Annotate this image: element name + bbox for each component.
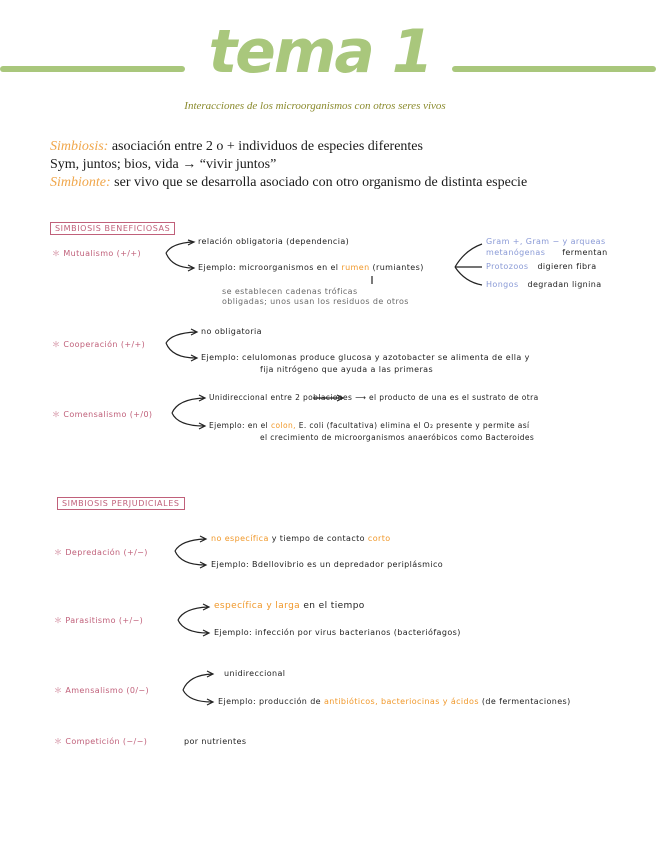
ejemplo-label: Ejemplo: [211,560,250,569]
page-subtitle: Interacciones de los microorganismos con otros seres vivos [184,100,446,112]
arrow-comensalismo-ej [172,413,204,426]
mutualismo-note-line1: se establecen cadenas tróficas [222,287,358,296]
comensalismo-label-text: Comensalismo (+/0) [63,410,153,419]
ejemplo-label: Ejemplo: [209,421,245,430]
comensalismo-ej-post: E. coli (facultativa) elimina el O₂ presente y permite así [298,421,530,430]
protozoos-text: Protozoos [486,262,529,271]
mutualismo-ejemplo [198,263,424,272]
arrow-depredacion-top [175,539,205,551]
no-especifica-text: no específica [211,534,269,543]
arrow-cooperacion-top [166,332,196,343]
cooperacion-ej-line1: celulomonas produce glucosa y azotobacter se alimenta de ella y [242,353,530,362]
rumen-hongos [486,280,602,289]
page-title: tema 1 [208,17,432,87]
parasitismo-ej-text: infección por virus bacterianos (bacteriófagos) [255,628,461,637]
depredacion-label-text: Depredación (+/−) [65,548,148,557]
depredacion-ejemplo [211,560,443,569]
comensalismo-ejemplo [209,421,530,430]
arrow-rumen-gram [455,244,482,267]
simbionte-definition: ser vivo que se desarrolla asociado con otro organismo de distinta especie [110,175,528,190]
title-line-left [0,66,185,72]
mutualismo-label-text: Mutualismo (+/+) [63,249,142,258]
parasitismo-top [214,601,365,611]
arrow-mutualismo-ej [166,253,193,268]
arrow-amensalismo-ej [183,690,212,702]
rumen-protozoos [486,262,597,271]
heading-simbiosis-perjudiciales: SIMBIOSIS PERJUDICIALES [57,497,185,510]
mutualismo-ej-text: microorganismos en el [239,263,339,272]
label-depredacion [54,547,148,558]
cooperacion-ejemplo [201,353,530,362]
competicion-text: por nutrientes [184,737,247,746]
simbiosis-term: Simbiosis: [50,139,109,154]
comensalismo-ej-colon: colon, [270,421,296,430]
arrow-cooperacion-ej [166,343,196,358]
fermentaciones-text: (de fermentaciones) [481,697,571,706]
rumen-gram-line2 [486,248,608,257]
arrow-parasitismo-top [178,607,208,620]
cooperacion-ej-line2: fija nitrógeno que ayuda a las primeras [260,365,434,374]
heading-simbiosis-beneficiosas: SIMBIOSIS BENEFICIOSAS [50,222,175,235]
rumen-gram [486,237,606,246]
ejemplo-label: Ejemplo: [201,353,240,362]
comensalismo-top: Unidireccional entre 2 poblaciones ⟶ el producto de una es el sustrato de otra [209,393,539,402]
especifica-larga-text: específica y larga [214,601,301,611]
amensalismo-ejemplo [218,697,571,706]
fermentan-text: fermentan [562,248,608,257]
arrow-mutualismo-top [166,242,193,253]
arrow-comensalismo-top [172,398,204,413]
metanogenas-text: metanógenas [486,248,546,257]
mutualismo-top: relación obligatoria (dependencia) [198,237,350,246]
bullet-asterisk-icon: ＊ [54,616,66,625]
mutualismo-note-line2: obligadas; unos usan los residuos de otros [222,297,409,306]
ejemplo-label: Ejemplo: [214,628,253,637]
label-mutualismo [52,248,141,259]
title-line-right [452,66,656,72]
intro-line-simbiosis [50,139,423,155]
bullet-asterisk-icon: ＊ [52,340,64,349]
label-comensalismo [52,409,152,420]
parasitismo-ejemplo [214,628,461,637]
hongos-text: Hongos [486,280,519,289]
mutualismo-ej-rumen: rumen [341,263,370,272]
arrow-parasitismo-ej [178,620,208,633]
depredacion-ej-text: Bdellovibrio es un depredador periplásmico [252,560,444,569]
amensalismo-top: unidireccional [224,669,286,678]
antibioticos-text: antibióticos, bacteriocinas y ácidos [323,697,479,706]
mutualismo-ej-rumiantes: (rumiantes) [372,263,424,272]
digieren-fibra-text: digieren fibra [537,262,597,271]
degradan-lignina-text: degradan lignina [527,280,602,289]
label-amensalismo [54,685,149,696]
comensalismo-ej-pre: en el [247,421,269,430]
tiempo-contacto-text: y tiempo de contacto [271,534,365,543]
intro-line-simbionte [50,175,527,191]
competicion-label-text: Competición (−/−) [65,737,148,746]
en-el-tiempo-text: en el tiempo [303,601,365,611]
gram-text: Gram +, Gram − y arqueas [486,237,606,246]
bullet-asterisk-icon: ＊ [52,249,64,258]
depredacion-top [211,534,391,543]
amensalismo-ej-pre: producción de [259,697,322,706]
corto-text: corto [367,534,391,543]
parasitismo-label-text: Parasitismo (+/−) [65,616,144,625]
ejemplo-label: Ejemplo: [198,263,237,272]
intro-line-etimologia: Sym, juntos; bios, vida → “vivir juntos” [50,157,277,172]
cooperacion-top: no obligatoria [201,327,262,336]
cooperacion-label-text: Cooperación (+/+) [63,340,146,349]
arrow-depredacion-ej [175,551,205,565]
label-parasitismo [54,615,143,626]
bullet-asterisk-icon: ＊ [52,410,64,419]
ejemplo-label: Ejemplo: [218,697,257,706]
bullet-asterisk-icon: ＊ [54,548,66,557]
simbiosis-definition: asociación entre 2 o + individuos de especies diferentes [108,139,423,154]
bullet-asterisk-icon: ＊ [54,737,66,746]
bullet-asterisk-icon: ＊ [54,686,66,695]
label-competicion [54,736,147,747]
simbionte-term: Simbionte: [50,175,111,190]
arrow-amensalismo-top [183,674,212,690]
arrow-rumen-hongos [455,267,482,285]
comensalismo-ej-line2: el crecimiento de microorganismos anaeróbicos como Bacteroides [260,433,535,442]
amensalismo-label-text: Amensalismo (0/−) [65,686,150,695]
label-cooperacion [52,339,145,350]
